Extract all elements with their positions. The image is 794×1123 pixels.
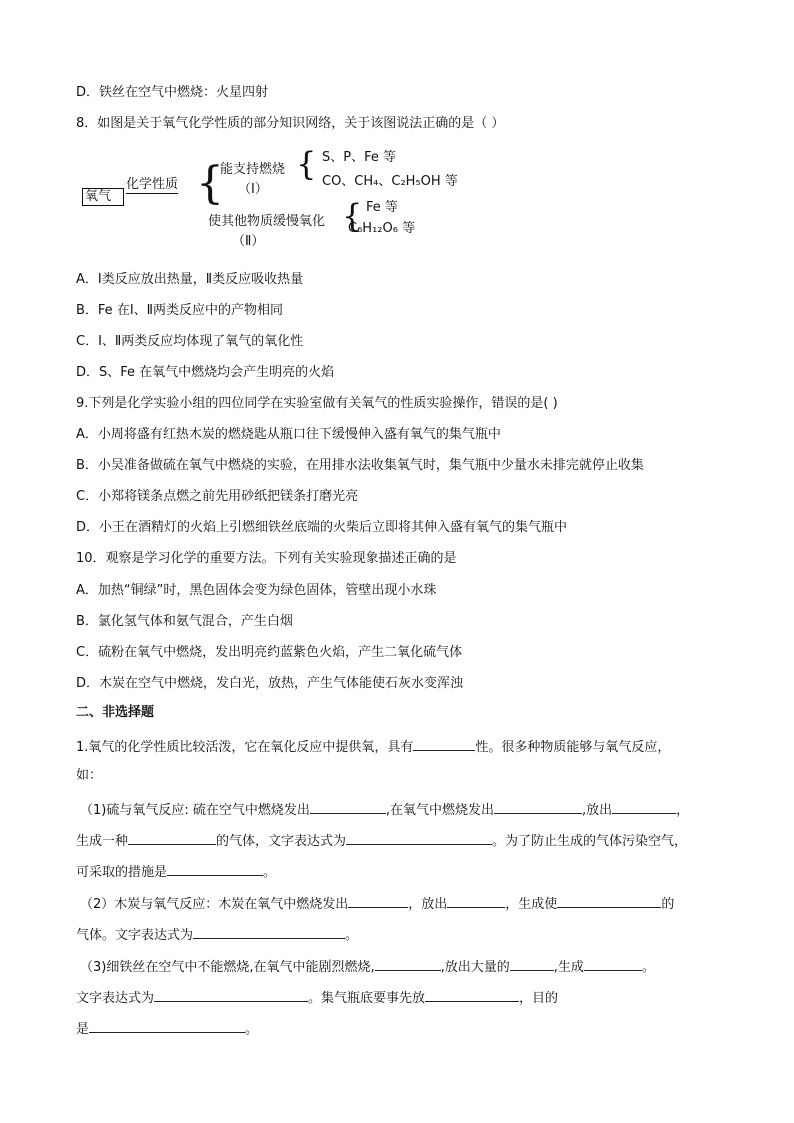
answer-blank[interactable]: [167, 862, 263, 876]
fill-s2-line1: （2）木炭与氧气反应：木炭在氧气中燃烧发出 ，放出 ，生成使 的: [80, 894, 674, 913]
diagram-branch2: 使其他物质缓慢氧化: [208, 214, 326, 229]
q9-option-a: A．小周将盛有红热木炭的燃烧匙从瓶口往下缓慢伸入盛有氧气的集气瓶中: [76, 427, 501, 442]
answer-blank[interactable]: [557, 894, 661, 908]
answer-blank[interactable]: [310, 800, 386, 814]
q10-stem: 10．观察是学习化学的重要方法。下列有关实验现象描述正确的是: [76, 551, 457, 566]
answer-blank[interactable]: [584, 957, 642, 971]
answer-blank[interactable]: [89, 1019, 245, 1033]
knowledge-network-diagram: [80, 146, 500, 252]
answer-blank[interactable]: [494, 800, 582, 814]
q7-option-d: D．铁丝在空气中燃烧：火星四射: [76, 85, 269, 100]
q10-option-b: B．氯化氢气体和氨气混合，产生白烟: [76, 614, 293, 629]
fill-s1-line2: 生成一种 的气体，文字表达式为 。为了防止生成的气体污染空气，: [76, 831, 687, 850]
diagram-branch2-item1: Fe 等: [366, 200, 398, 215]
section-title: 二、非选择题: [76, 705, 155, 720]
answer-blank[interactable]: [447, 894, 505, 908]
fill-s3-line2: 文字表达式为 。集气瓶底要事先放 ，目的: [76, 988, 558, 1007]
q8-option-c: C．Ⅰ、Ⅱ两类反应均体现了氧气的氧化性: [76, 334, 304, 349]
diagram-branch2-tag: （Ⅱ）: [232, 234, 265, 249]
diagram-branch1-tag: （Ⅰ）: [238, 182, 268, 197]
fill-q1-line1: 1.氧气的化学性质比较活泼，它在氧化反应中提供氧，具有 性。很多种物质能够与氧气反应，: [76, 737, 670, 756]
q10-option-d: D．木炭在空气中燃烧，发白光，放热，产生气体能使石灰水变浑浊: [76, 676, 464, 691]
q9-stem: 9.下列是化学实验小组的四位同学在实验室做有关氧气的性质实验操作，错误的是( ): [76, 396, 558, 411]
answer-blank[interactable]: [510, 957, 554, 971]
diagram-root-box: 氧气: [82, 188, 124, 206]
fill-s1-line3: 可采取的措施是 。: [76, 862, 276, 881]
answer-blank[interactable]: [128, 831, 216, 845]
q8-option-a: A．Ⅰ类反应放出热量，Ⅱ类反应吸收热量: [76, 272, 304, 287]
fill-s3-line1: （3)细铁丝在空气中不能燃烧,在氧气中能剧烈燃烧, ,放出大量的 ,生成 。: [80, 957, 655, 976]
fill-s3-line3: 是 。: [76, 1019, 258, 1038]
diagram-branch2-item2: C₆H₁₂O₆ 等: [348, 221, 416, 236]
answer-blank[interactable]: [612, 800, 676, 814]
fill-s2-line2: 气体。文字表达式为 。: [76, 925, 358, 944]
answer-blank[interactable]: [348, 894, 408, 908]
q10-option-c: C．硫粉在氧气中燃烧，发出明亮约蓝紫色火焰，产生二氧化硫气体: [76, 645, 463, 660]
left-brace-icon: {: [196, 158, 224, 209]
q8-stem: 8．如图是关于氧气化学性质的部分知识网络，关于该图说法正确的是（ ）: [76, 116, 505, 131]
answer-blank[interactable]: [375, 957, 441, 971]
answer-blank[interactable]: [346, 831, 492, 845]
fill-s1-line1: （1)硫与氧气反应: 硫在空气中燃烧发出 ,在氧气中燃烧发出 ,放出 ，: [80, 800, 689, 819]
answer-blank[interactable]: [425, 988, 519, 1002]
answer-blank[interactable]: [193, 925, 345, 939]
diagram-branch1-item2: CO、CH₄、C₂H₅OH 等: [322, 174, 458, 189]
q8-option-d: D．S、Fe 在氧气中燃烧均会产生明亮的火焰: [76, 365, 335, 380]
q9-option-c: C．小郑将镁条点燃之前先用砂纸把镁条打磨光亮: [76, 489, 359, 504]
fill-q1-line2: 如：: [76, 768, 103, 783]
diagram-branch1: 能支持燃烧: [220, 162, 286, 177]
q9-option-b: B．小吴准备做硫在氧气中燃烧的实验，在用排水法收集氧气时，集气瓶中少量水未排完就停止收集: [76, 458, 644, 473]
diagram-property-label: 化学性质: [126, 177, 179, 192]
answer-blank[interactable]: [154, 988, 308, 1002]
left-brace-icon: {: [342, 197, 363, 235]
left-brace-icon: {: [296, 145, 317, 183]
answer-blank[interactable]: [413, 737, 475, 751]
diagram-branch1-item1: S、P、Fe 等: [322, 150, 396, 165]
q8-option-b: B．Fe 在Ⅰ、Ⅱ两类反应中的产物相同: [76, 303, 284, 318]
q9-option-d: D．小王在酒精灯的火焰上引燃细铁丝底端的火柴后立即将其伸入盛有氧气的集气瓶中: [76, 520, 568, 535]
q10-option-a: A．加热“铜绿”时，黑色固体会变为绿色固体，管壁出现小水珠: [76, 583, 437, 598]
